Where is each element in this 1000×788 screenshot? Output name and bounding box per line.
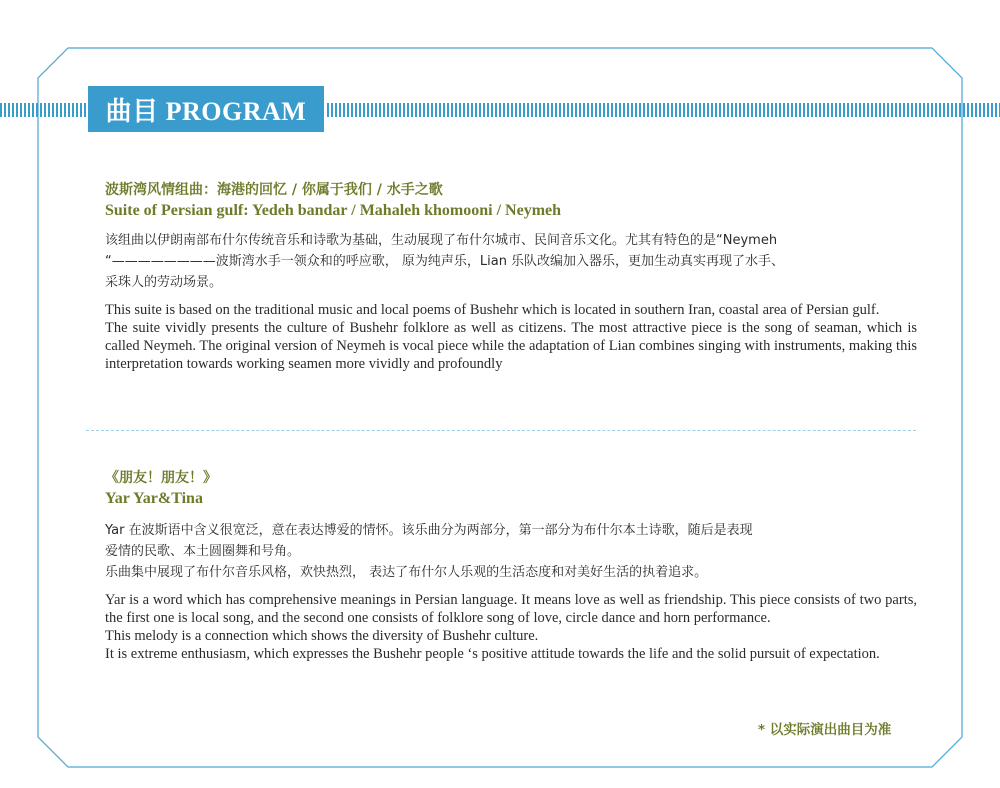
piece-description-en: This melody is a connection which shows the diversity of Bushehr culture. bbox=[105, 628, 539, 644]
piece-description-cn-line: Yar 在波斯语中含义很宽泛，意在表达博爱的情怀。该乐曲分为两部分，第一部分为布什尔本土诗歌，随后是表现 bbox=[105, 523, 753, 538]
piece-title-en: Suite of Persian gulf: Yedeh bandar / Mahaleh khomooni / Neymeh bbox=[105, 202, 562, 219]
piece-description-cn-line: 该组曲以伊朗南部布什尔传统音乐和诗歌为基础，生动展现了布什尔城市、民间音乐文化。尤其有特色的是“Neymeh bbox=[105, 233, 778, 248]
piece-description-cn-line: “————————波斯湾水手一领众和的呼应歌， 原为纯声乐，Lian 乐队改编加入器乐，更加生动真实再现了水手、 bbox=[105, 254, 785, 269]
section-divider bbox=[86, 430, 916, 431]
piece-title-cn: 《朋友！朋友！》 bbox=[105, 470, 217, 486]
program-footnote: * 以实际演出曲目为准 bbox=[758, 722, 892, 738]
piece-description-en: This suite is based on the traditional music and local poems of Bushehr which is located in southern Iran, coastal area of Persian gulf. bbox=[105, 302, 880, 318]
piece-description-cn-line: 采珠人的劳动场景。 bbox=[105, 275, 223, 290]
piece-description-en: It is extreme enthusiasm, which expresses the Bushehr people ‘s positive attitude towards the life and the solid pursuit of expectation. bbox=[105, 646, 880, 662]
piece-description-en: The suite vividly presents the culture of Bushehr folklore as well as citizens. The most attractive piece is the song of seaman, which is called Neymeh. The original version of Neymeh is vocal piece while the adaptation of Lian combines singing with instruments, making this interpretation towards working seamen more vividly and profoundly bbox=[105, 320, 917, 372]
program-banner: 曲目 PROGRAM bbox=[88, 86, 324, 132]
piece-title-cn: 波斯湾风情组曲：海港的回忆 / 你属于我们 / 水手之歌 bbox=[105, 182, 443, 198]
piece-title-en: Yar Yar&Tina bbox=[105, 490, 203, 507]
piece-description-en: Yar is a word which has comprehensive meanings in Persian language. It means love as well as friendship. This piece consists of two parts, the first one is local song, and the second one consists of folklore song of love, circle dance and horn performance. bbox=[105, 592, 917, 626]
decorative-stripe-right bbox=[327, 103, 1000, 117]
program-piece-2 bbox=[105, 468, 917, 663]
program-piece-1 bbox=[105, 180, 917, 373]
piece-description-cn-line: 乐曲集中展现了布什尔音乐风格，欢快热烈， 表达了布什尔人乐观的生活态度和对美好生活的执着追求。 bbox=[105, 565, 708, 580]
piece-description-cn-line: 爱情的民歌、本土圆圈舞和号角。 bbox=[105, 544, 301, 559]
decorative-stripe-left bbox=[0, 103, 88, 117]
